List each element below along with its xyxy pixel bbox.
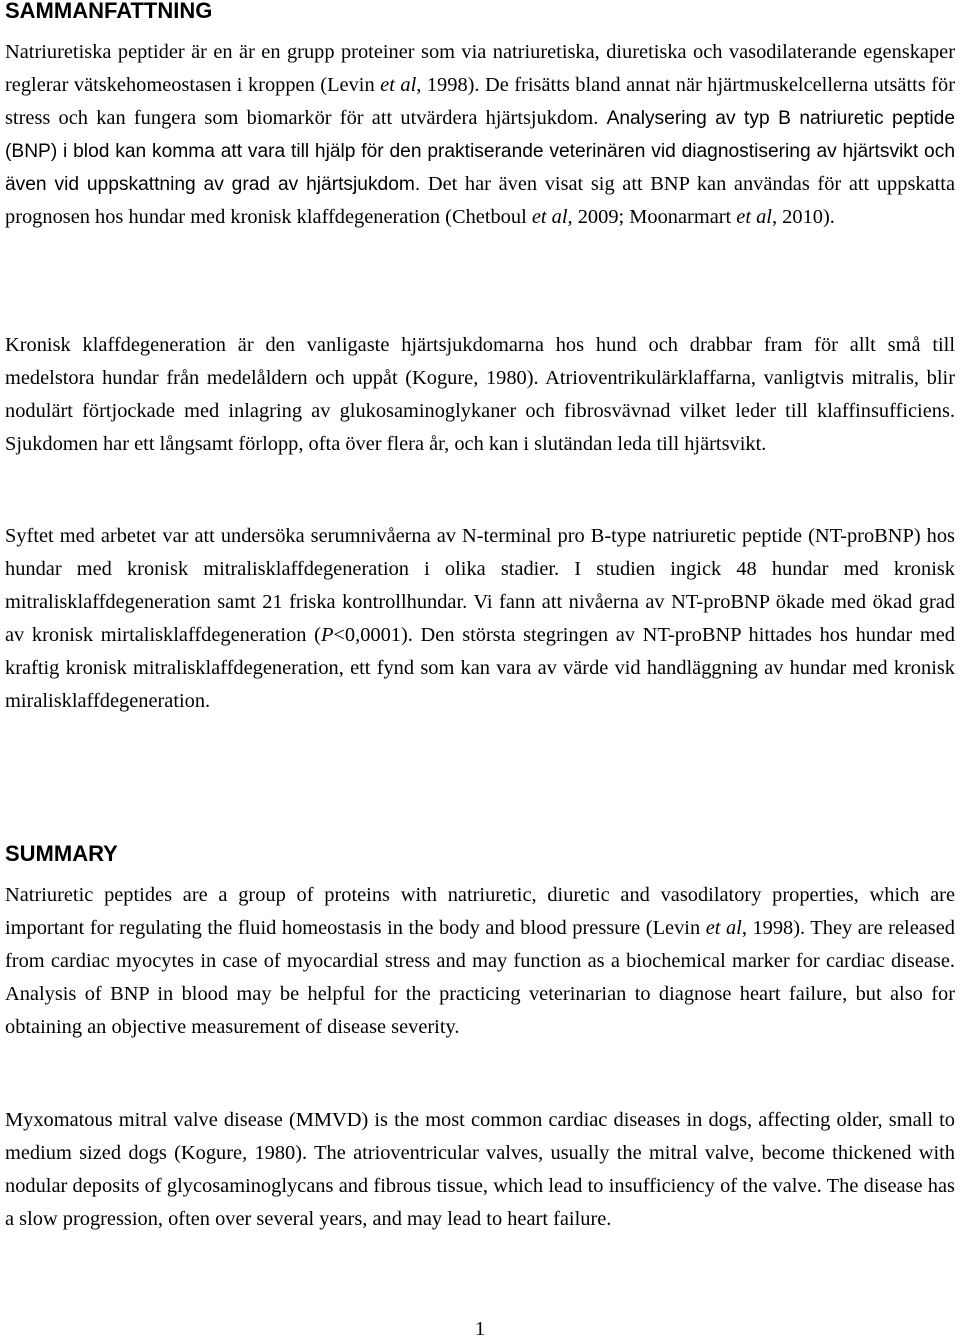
text-run: , 1998). De frisätts bland annat när hjärtmuskelcellerna utsätts för stress och kan fungera som biomarkör för att utvärdera hjärtsjukdom. bbox=[5, 74, 955, 130]
text-run: <0,0001). Den största stegringen av NT-proBNP hittades hos hundar med kraftig kronisk mitralisklaffdegeneration, ett fynd som kan vara av värde vid handläggning av hundar med kronisk miralisklaffdegeneration. bbox=[5, 624, 955, 713]
summary-paragraph-2: Myxomatous mitral valve disease (MMVD) is the most common cardiac diseases in dogs, affecting older, small to medium sized dogs (Kogure, 1980). The atrioventricular valves, usually the mitral valve, become thickened with nodular deposits of glycosaminoglycans and fibrous tissue, which lead to insufficiency of the valve. The disease has a slow progression, often over several years, and may lead to heart failure. bbox=[5, 1109, 955, 1231]
summary-paragraph-1 bbox=[5, 879, 955, 1044]
citation-et-al: et al bbox=[736, 206, 772, 229]
text-run: , 2009; Moonarmart bbox=[567, 206, 737, 229]
sammanfattning-paragraph-3 bbox=[5, 520, 955, 719]
citation-et-al: et al bbox=[531, 206, 568, 229]
sammanfattning-paragraph-1 bbox=[5, 36, 955, 235]
text-run: , 2010). bbox=[771, 206, 835, 229]
section-heading-sammanfattning: SAMMANFATTNING bbox=[5, 0, 213, 23]
text-run: , 1998). They are released from cardiac myocytes in case of myocardial stress and may function as a biochemical marker for cardiac disease. Analysis of BNP in blood may be helpful for the practicing veterinarian to diagnose heart failure, but also for obtaining an objective measurement of disease severity. bbox=[5, 917, 955, 1039]
text-run: Natriuretic peptides are a group of proteins with natriuretic, diuretic and vasodilatory properties, which are important for regulating the fluid homeostasis in the body and blood pressure (Levin bbox=[5, 884, 955, 940]
text-run: Syftet med arbetet var att undersöka serumnivåerna av N-terminal pro B-type natriuretic peptide (NT-proBNP) hos hundar med kronisk mitralisklaffdegeneration i olika stadier. I studien ingick 48 hundar med kronisk mitralisklaffdegeneration samt 21 friska kontrollhundar. Vi fann att nivåerna av NT-proBNP ökade med ökad grad av kronisk mirtalisklaffdegeneration ( bbox=[5, 525, 955, 647]
citation-et-al: et al bbox=[705, 917, 742, 940]
section-heading-summary: SUMMARY bbox=[5, 841, 118, 866]
text-run-sans: Analysering av typ B natriuretic peptide (BNP) i blod kan komma att vara till hjälp för den praktiserande veterinären vid diagnostisering av hjärtsvikt och även vid uppskattning av grad av hjärtsjukdom. bbox=[5, 108, 955, 196]
citation-et-al: et al bbox=[380, 74, 417, 97]
text-run: Det har även visat sig att BNP kan användas för att uppskatta prognosen hos hundar med kronisk klaffdegeneration (Chetboul bbox=[5, 173, 956, 229]
page-number: 1 bbox=[475, 1318, 485, 1340]
sammanfattning-paragraph-2: Kronisk klaffdegeneration är den vanligaste hjärtsjukdomarna hos hund och drabbar fram för allt små till medelstora hundar från medelåldern och uppåt (Kogure, 1980). Atrioventrikulärklaffarna, vanligtvis mitralis, blir nodulärt förtjockade med inlagring av glukosaminoglykaner och fibrosvävnad vilket leder till klaffinsufficiens. Sjukdomen har ett långsamt förlopp, ofta över flera år, och kan i slutändan leda till hjärtsvikt. bbox=[5, 334, 955, 456]
p-value-symbol: P bbox=[320, 624, 334, 647]
text-run: Natriuretiska peptider är en är en grupp proteiner som via natriuretiska, diuretiska och vasodilaterande egenskaper reglerar vätskehomeostasen i kroppen (Levin bbox=[5, 41, 955, 97]
